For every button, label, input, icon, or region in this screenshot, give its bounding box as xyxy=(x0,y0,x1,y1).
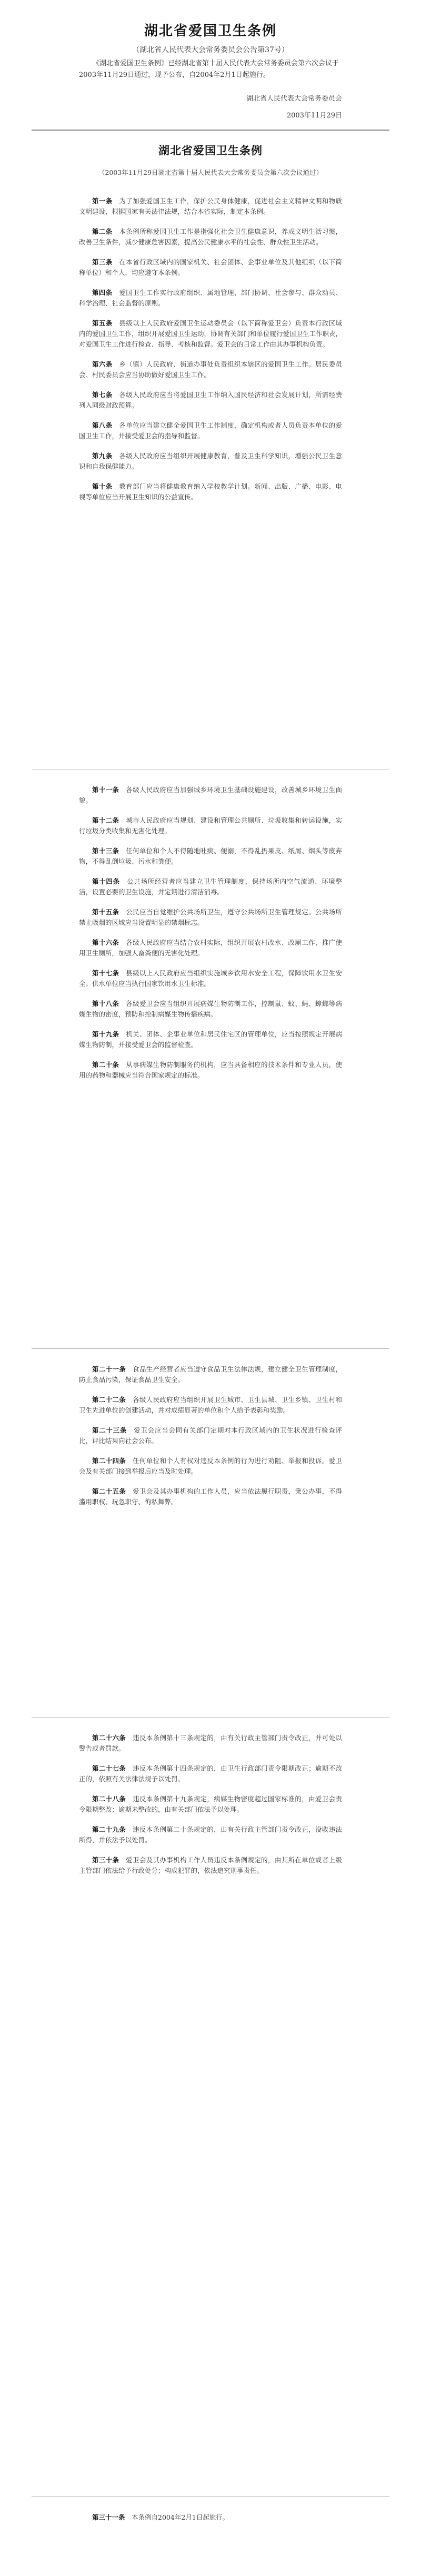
issue-date: 2003年11月29日 xyxy=(286,112,342,120)
articles-section-2 xyxy=(79,785,342,1090)
article: 第二十四条 任何单位和个人有权对违反本条例的行为进行劝阻、举报和投诉。爱卫会及有关部门接到举报后应当及时处理。 xyxy=(79,1457,342,1475)
articles-section-1 xyxy=(79,196,342,512)
article: 第三十条 爱卫会及其办事机构工作人员违反本条例规定的，由其所在单位或者上级主管部门依法给予行政处分；构成犯罪的，依法追究刑事责任。 xyxy=(79,1856,342,1874)
article: 第二条 本条例所称爱国卫生工作是指强化社会卫生健康意识，养成文明生活习惯，改善卫生条件，减少健康危害因素，提高公民健康水平的社会性、群众性卫生活动。 xyxy=(79,228,342,246)
article: 第十三条 任何单位和个人不得随地吐痰、便溺，不得乱扔果皮、纸屑、烟头等废弃物，不得乱倒垃圾、污水和粪便。 xyxy=(79,847,342,865)
article: 第十八条 各级爱卫会应当组织开展病媒生物防制工作，控制鼠、蚊、蝇、蟑螂等病媒生物的密度，预防和控制病媒生物传播疾病。 xyxy=(79,1000,342,1018)
header-divider xyxy=(32,130,389,131)
article: 第七条 各级人民政府应当将爱国卫生工作纳入国民经济和社会发展计划，所需经费列入同级财政预算。 xyxy=(79,391,342,409)
article: 第二十二条 各级人民政府应当组织开展卫生城市、卫生县城、卫生乡镇、卫生村和卫生先进单位的创建活动，并对成绩显著的单位和个人给予表彰和奖励。 xyxy=(79,1396,342,1414)
section-divider xyxy=(32,1348,389,1349)
article: 第九条 各级人民政府应当组织开展健康教育，普及卫生科学知识，增强公民卫生意识和自我保健能力。 xyxy=(79,452,342,470)
article: 第二十九条 违反本条例第二十条规定的，由有关行政主管部门责令改正，没收违法所得，并依法予以处罚。 xyxy=(79,1825,342,1844)
article: 第二十一条 食品生产经营者应当遵守食品卫生法律法规，建立健全卫生管理制度，防止食品污染，保证食品卫生安全。 xyxy=(79,1365,342,1384)
regulation-title: 湖北省爱国卫生条例 xyxy=(158,144,263,157)
article: 第十五条 公民应当自觉维护公共场所卫生，遵守公共场所卫生管理规定。公共场所禁止吸烟的区域应当设置明显的禁烟标志。 xyxy=(79,908,342,926)
article: 第二十五条 爱卫会及其办事机构的工作人员，应当依法履行职责，秉公办事，不得滥用职权、玩忽职守、徇私舞弊。 xyxy=(79,1487,342,1506)
announcement-number: （湖北省人民代表大会常务委员会公告第37号） xyxy=(132,46,289,54)
article: 第十一条 各级人民政府应当加强城乡环境卫生基础设施建设，改善城乡环境卫生面貌。 xyxy=(79,786,342,804)
article: 第二十三条 爱卫会应当会同有关部门定期对本行政区域内的卫生状况进行检查评比，评比结果向社会公布。 xyxy=(79,1426,342,1445)
article: 第三条 在本省行政区域内的国家机关、社会团体、企事业单位及其他组织（以下简称单位）和个人，均应遵守本条例。 xyxy=(79,258,342,277)
article: 第一条 为了加强爱国卫生工作，保护公民身体健康，促进社会主义精神文明和物质文明建设，根据国家有关法律法规，结合本省实际，制定本条例。 xyxy=(79,197,342,215)
articles-section-final xyxy=(79,2512,342,2532)
article: 第十七条 县级以上人民政府应当组织实施城乡饮用水安全工程，保障饮用水卫生安全。供水单位应当执行国家饮用水卫生标准。 xyxy=(79,969,342,988)
document-title: 湖北省爱国卫生条例 xyxy=(144,23,277,39)
issuer-name: 湖北省人民代表大会常务委员会 xyxy=(246,95,342,103)
article: 第十六条 各级人民政府应当结合农村实际，组织开展农村改水、改厕工作，推广使用卫生厕所，加强人畜粪便的无害化处理。 xyxy=(79,939,342,957)
article: 第三十一条 本条例自2004年2月1日起施行。 xyxy=(92,2513,229,2521)
article: 第十九条 机关、团体、企事业单位和居民住宅区的管理单位，应当按照规定开展病媒生物防制，并接受爱卫会的监督检查。 xyxy=(79,1030,342,1049)
articles-section-3 xyxy=(79,1364,342,1517)
article: 第八条 各单位应当建立健全爱国卫生工作制度，确定机构或者人员负责本单位的爱国卫生工作，并接受爱卫会的指导和监督。 xyxy=(79,421,342,440)
adoption-note: （2003年11月29日湖北省第十届人民代表大会常务委员会第六次会议通过） xyxy=(98,169,323,176)
article: 第六条 乡（镇）人民政府、街道办事处负责组织本辖区的爱国卫生工作。居民委员会、村民委员会应当协助做好爱国卫生工作。 xyxy=(79,360,342,379)
article: 第十四条 公共场所经营者应当建立卫生管理制度，保持场所内空气流通、环境整洁，设置必要的卫生设施，并定期进行清洁消毒。 xyxy=(79,877,342,896)
article: 第四条 爱国卫生工作实行政府组织、属地管理、部门协调、社会参与、群众动员、科学治理、社会监督的原则。 xyxy=(79,289,342,307)
preface-paragraph: 《湖北省爱国卫生条例》已经湖北省第十届人民代表大会常务委员会第六次会议于2003年11月29日通过，现予公布，自2004年2月1日起施行。 xyxy=(79,60,339,79)
article: 第十二条 城市人民政府应当规划、建设和管理公共厕所、垃圾收集和转运设施，实行垃圾分类收集和无害化处理。 xyxy=(79,816,342,835)
article: 第二十六条 违反本条例第十三条规定的，由有关行政主管部门责令改正，并可处以警告或者罚款。 xyxy=(79,1734,342,1752)
section-divider xyxy=(32,1717,389,1718)
article: 第五条 县级以上人民政府爱国卫生运动委员会（以下简称爱卫会）负责本行政区域内的爱国卫生工作，组织开展爱国卫生运动，协调有关部门和单位履行爱国卫生工作职责，对爱国卫生工作进行检查、指导、考核和监督。爱卫会的日常工作由其办事机构负责。 xyxy=(79,319,343,348)
article: 第二十七条 违反本条例第十四条规定的，由卫生行政部门责令限期改正；逾期不改正的，依照有关法律法规予以处罚。 xyxy=(79,1764,342,1783)
articles-section-4 xyxy=(79,1733,342,1886)
article: 第十条 教育部门应当将健康教育纳入学校教学计划。新闻、出版、广播、电影、电视等单位应当开展卫生知识的公益宣传。 xyxy=(79,482,342,501)
article: 第二十条 从事病媒生物防制服务的机构，应当具备相应的技术条件和专业人员，使用的药物和器械应当符合国家规定的标准。 xyxy=(79,1061,342,1079)
section-divider xyxy=(32,2496,389,2497)
article: 第二十八条 违反本条例第十九条规定，病媒生物密度超过国家标准的，由爱卫会责令限期整改；逾期未整改的，由有关部门依法予以处理。 xyxy=(79,1795,342,1813)
